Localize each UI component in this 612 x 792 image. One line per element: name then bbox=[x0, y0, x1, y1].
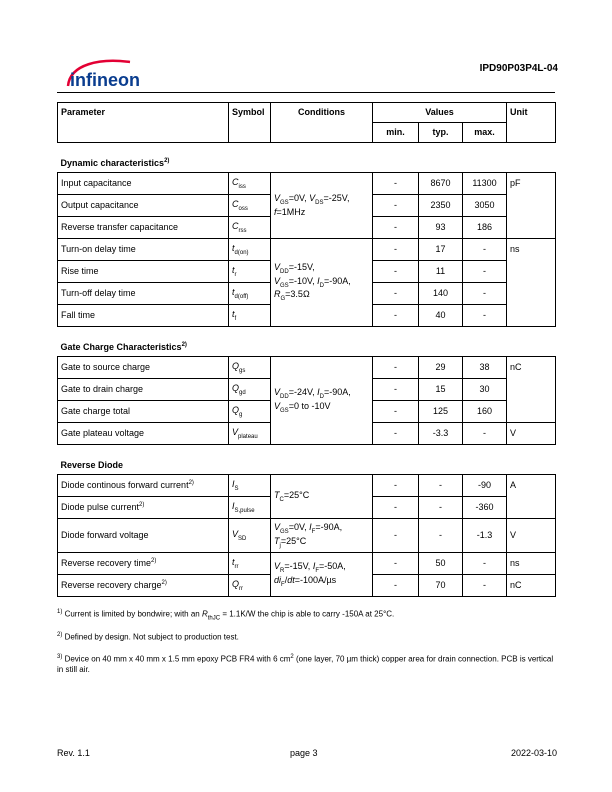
min-cell: - bbox=[373, 423, 419, 445]
conditions-cell: $V_{DD}=-15V$, $V_{GS}=-10V$, $I_D=-90A$, $R_G=3.5\Omega$ bbox=[271, 239, 373, 327]
max-cell: - bbox=[463, 553, 507, 575]
section-title: Gate Charge Characteristics bbox=[60, 341, 182, 352]
footnote-2: $^{2)}$ Defined by design. Not subject to production test. bbox=[57, 632, 239, 642]
conditions-cell: $T_C=25^\circ C$ bbox=[271, 475, 373, 519]
unit-cell: nC bbox=[507, 575, 556, 597]
section-title: Dynamic characteristics bbox=[60, 157, 165, 168]
min-cell: - bbox=[373, 553, 419, 575]
col-typ: typ. bbox=[419, 123, 463, 143]
symbol-cell: $I_{S,pulse}$ bbox=[229, 497, 271, 519]
min-cell: - bbox=[373, 261, 419, 283]
symbol-cell: $t_{rr}$ bbox=[229, 553, 271, 575]
typ-cell: 70 bbox=[419, 575, 463, 597]
symbol-cell: $V_{SD}$ bbox=[229, 519, 271, 553]
symbol-cell: $C_{rss}$ bbox=[229, 217, 271, 239]
min-cell: - bbox=[373, 217, 419, 239]
max-cell: 3050 bbox=[463, 195, 507, 217]
max-cell: 11300 bbox=[463, 173, 507, 195]
max-cell: -360 bbox=[463, 497, 507, 519]
param-cell: Reverse recovery time$^{2)}$ bbox=[58, 553, 229, 575]
header-rule bbox=[57, 92, 555, 93]
typ-cell: 17 bbox=[419, 239, 463, 261]
typ-cell: 2350 bbox=[419, 195, 463, 217]
max-cell: - bbox=[463, 239, 507, 261]
unit-cell: ns bbox=[507, 553, 556, 575]
col-max: max. bbox=[463, 123, 507, 143]
max-cell: - bbox=[463, 283, 507, 305]
max-cell: 30 bbox=[463, 379, 507, 401]
infineon-logo bbox=[60, 56, 180, 96]
typ-cell: 140 bbox=[419, 283, 463, 305]
table-header-row bbox=[58, 103, 556, 123]
col-conditions: Conditions bbox=[271, 103, 373, 143]
max-cell: 160 bbox=[463, 401, 507, 423]
param-cell: Diode pulse current$^{2)}$ bbox=[58, 497, 229, 519]
typ-cell: 40 bbox=[419, 305, 463, 327]
typ-cell: - bbox=[419, 519, 463, 553]
min-cell: - bbox=[373, 283, 419, 305]
col-min: min. bbox=[373, 123, 419, 143]
col-parameter: Parameter bbox=[58, 103, 229, 143]
table-row bbox=[58, 173, 556, 195]
param-cell: Diode continous forward current$^{2)}$ bbox=[58, 475, 229, 497]
footnote-ref: 2) bbox=[164, 157, 170, 164]
footer-revision: Rev. 1.1 bbox=[57, 748, 90, 758]
min-cell: - bbox=[373, 575, 419, 597]
typ-cell: 29 bbox=[419, 357, 463, 379]
min-cell: - bbox=[373, 401, 419, 423]
footnote-3: $^{3)}$ Device on 40 mm x 40 mm x 1.5 mm epoxy PCB FR4 with 6 $cm^2$ (one layer, 70 µm thick) copper area for drain connection. PCB is vertical in still air. bbox=[57, 653, 554, 675]
max-cell: - bbox=[463, 575, 507, 597]
unit-cell: V bbox=[507, 519, 556, 553]
symbol-cell: $t_{d(on)}$ bbox=[229, 239, 271, 261]
min-cell: - bbox=[373, 173, 419, 195]
footer-date: 2022-03-10 bbox=[510, 748, 557, 758]
min-cell: - bbox=[373, 497, 419, 519]
typ-cell: -3.3 bbox=[419, 423, 463, 445]
part-number: IPD90P03P4L-04 bbox=[479, 63, 558, 74]
conditions-cell: $V_{DD}=-24V$, $I_D=-90A$, $V_{GS}=0$ to -10V bbox=[271, 357, 373, 445]
unit-cell: V bbox=[507, 423, 556, 445]
symbol-cell: $Q_{gs}$ bbox=[229, 357, 271, 379]
min-cell: - bbox=[373, 305, 419, 327]
unit-cell: ns bbox=[507, 239, 556, 327]
min-cell: - bbox=[373, 357, 419, 379]
symbol-cell: $Q_g$ bbox=[229, 401, 271, 423]
max-cell: -1.3 bbox=[463, 519, 507, 553]
conditions-cell: $V_{GS}=0V$, $I_F=-90A$, $T_j=25^\circ C$ bbox=[271, 519, 373, 553]
section-reverse-diode bbox=[58, 445, 556, 475]
typ-cell: 8670 bbox=[419, 173, 463, 195]
symbol-cell: $t_f$ bbox=[229, 305, 271, 327]
table-row bbox=[58, 357, 556, 379]
table-row bbox=[58, 475, 556, 497]
max-cell: - bbox=[463, 423, 507, 445]
col-values: Values bbox=[373, 103, 507, 123]
symbol-cell: $t_{d(off)}$ bbox=[229, 283, 271, 305]
param-cell: Diode forward voltage bbox=[58, 519, 229, 553]
param-cell: Gate to source charge bbox=[58, 357, 229, 379]
param-cell: Gate charge total bbox=[58, 401, 229, 423]
max-cell: 186 bbox=[463, 217, 507, 239]
max-cell: 38 bbox=[463, 357, 507, 379]
min-cell: - bbox=[373, 475, 419, 497]
symbol-cell: $C_{iss}$ bbox=[229, 173, 271, 195]
min-cell: - bbox=[373, 239, 419, 261]
param-cell: Gate to drain charge bbox=[58, 379, 229, 401]
characteristics-table bbox=[57, 102, 556, 597]
typ-cell: 50 bbox=[419, 553, 463, 575]
symbol-cell: $Q_{rr}$ bbox=[229, 575, 271, 597]
table-row bbox=[58, 239, 556, 261]
footer-page: page 3 bbox=[290, 748, 318, 758]
col-unit: Unit bbox=[507, 103, 556, 143]
min-cell: - bbox=[373, 195, 419, 217]
typ-cell: 125 bbox=[419, 401, 463, 423]
table-row bbox=[58, 519, 556, 553]
min-cell: - bbox=[373, 379, 419, 401]
symbol-cell: $C_{oss}$ bbox=[229, 195, 271, 217]
min-cell: - bbox=[373, 519, 419, 553]
unit-cell: nC bbox=[507, 357, 556, 423]
param-cell: Fall time bbox=[58, 305, 229, 327]
param-cell: Output capacitance bbox=[58, 195, 229, 217]
symbol-cell: $Q_{gd}$ bbox=[229, 379, 271, 401]
logo-wordmark: infineon bbox=[70, 70, 140, 90]
param-cell: Reverse recovery charge$^{2)}$ bbox=[58, 575, 229, 597]
footnotes bbox=[57, 608, 555, 685]
footnote-ref: 2) bbox=[181, 341, 187, 348]
conditions-cell: $V_R=-15V$, $I_F=-50A$, $di_F/dt=-100A/\mu s$ bbox=[271, 553, 373, 597]
param-cell: Input capacitance bbox=[58, 173, 229, 195]
footnote-1: $^{1)}$ Current is limited by bondwire; with an $R_{thJC} = 1.1K/W$ the chip is able to carry -150A at 25°C. bbox=[57, 609, 395, 622]
max-cell: - bbox=[463, 261, 507, 283]
symbol-cell: $I_S$ bbox=[229, 475, 271, 497]
unit-cell: A bbox=[507, 475, 556, 519]
param-cell: Reverse transfer capacitance bbox=[58, 217, 229, 239]
unit-cell: pF bbox=[507, 173, 556, 239]
symbol-cell: $t_r$ bbox=[229, 261, 271, 283]
section-dynamic bbox=[58, 143, 556, 173]
section-gate-charge bbox=[58, 327, 556, 357]
section-title: Reverse Diode bbox=[58, 445, 556, 475]
max-cell: - bbox=[463, 305, 507, 327]
typ-cell: 11 bbox=[419, 261, 463, 283]
typ-cell: 15 bbox=[419, 379, 463, 401]
typ-cell: - bbox=[419, 497, 463, 519]
param-cell: Turn-off delay time bbox=[58, 283, 229, 305]
symbol-cell: $V_{plateau}$ bbox=[229, 423, 271, 445]
typ-cell: 93 bbox=[419, 217, 463, 239]
param-cell: Turn-on delay time bbox=[58, 239, 229, 261]
max-cell: -90 bbox=[463, 475, 507, 497]
param-cell: Gate plateau voltage bbox=[58, 423, 229, 445]
typ-cell: - bbox=[419, 475, 463, 497]
table-row bbox=[58, 553, 556, 575]
col-symbol: Symbol bbox=[229, 103, 271, 143]
conditions-cell: $V_{GS}=0V$, $V_{DS}=-25V$, f=1MHz bbox=[271, 173, 373, 239]
param-cell: Rise time bbox=[58, 261, 229, 283]
